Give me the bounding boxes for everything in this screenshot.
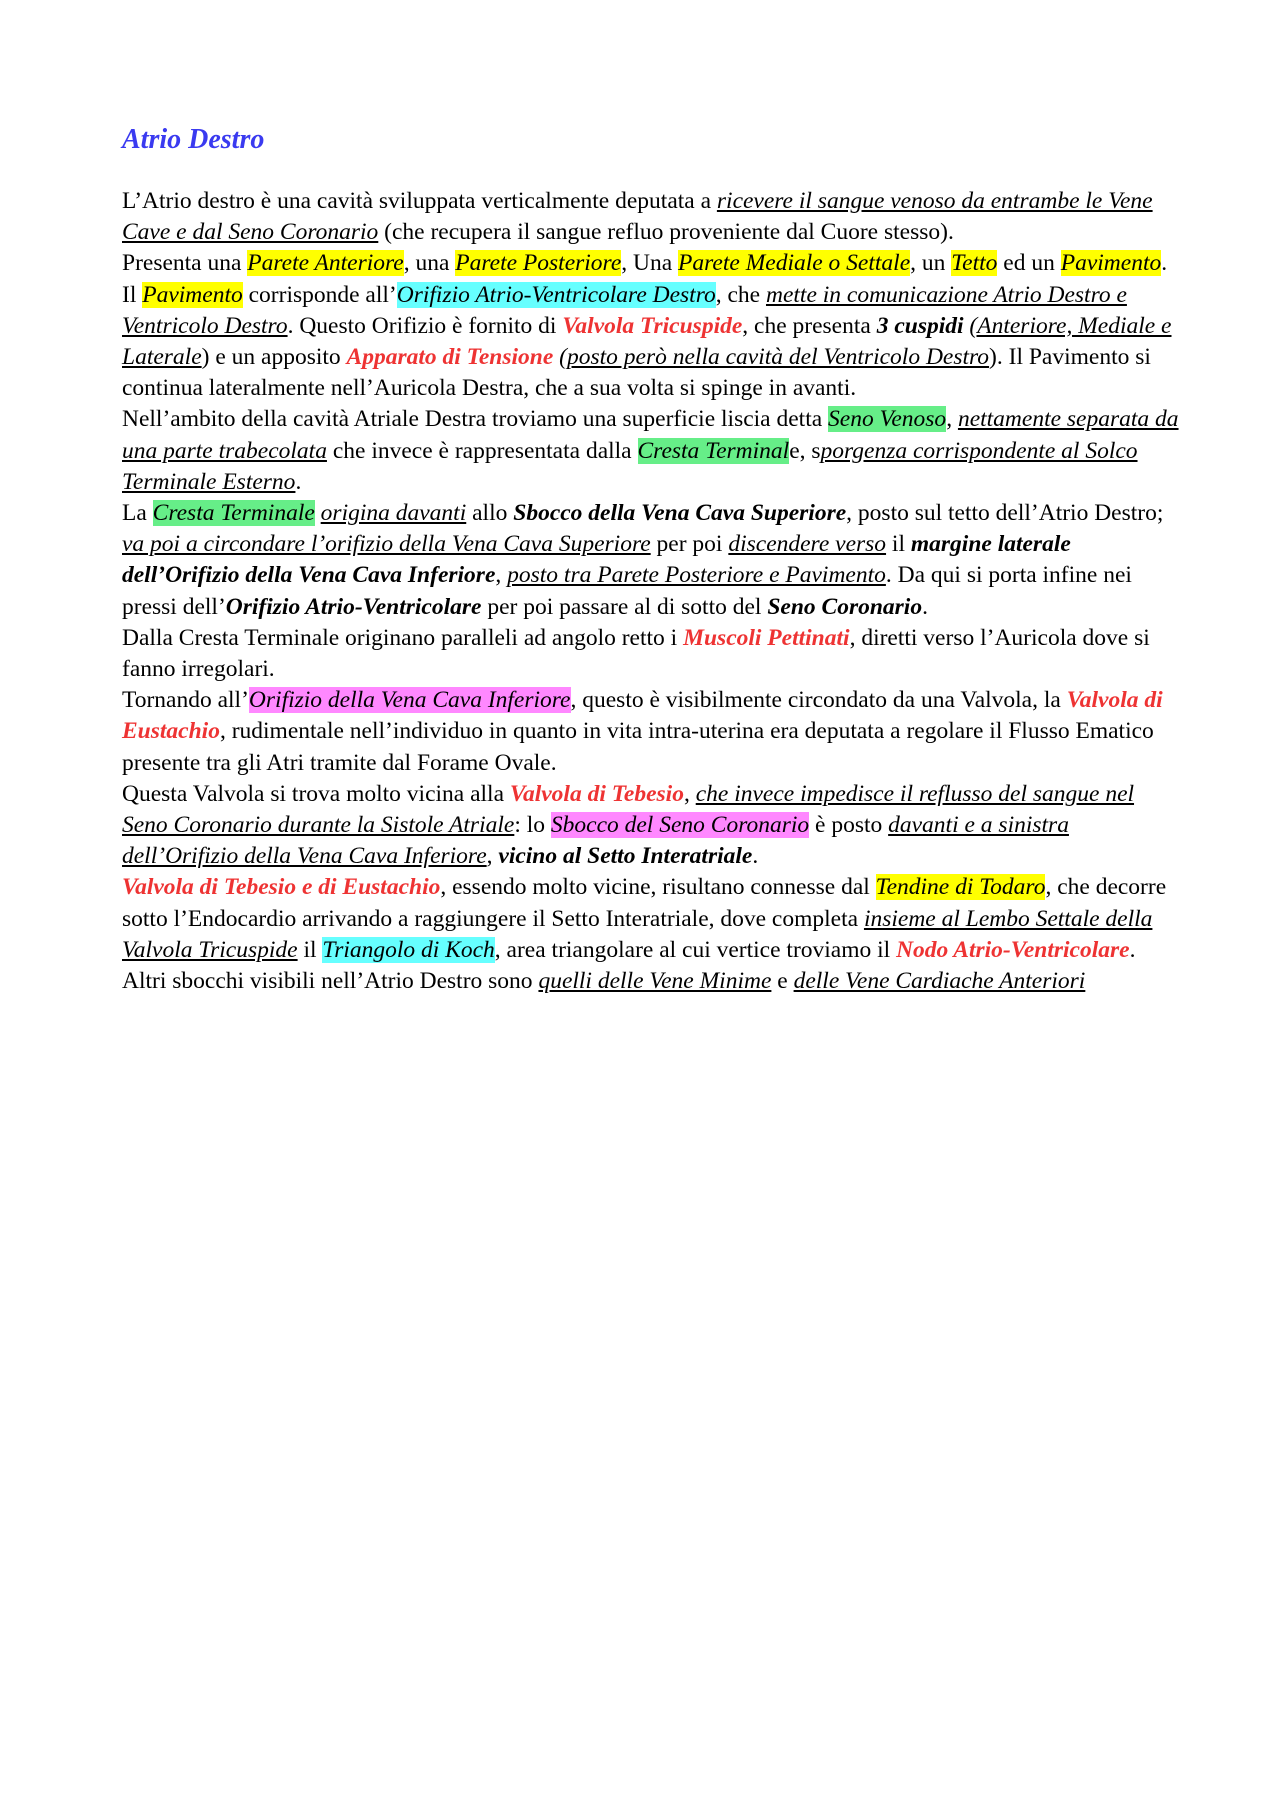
bold-term: vicino al Setto Interatriale [498, 843, 753, 870]
text-run: , che decorre sotto l’Endocardio arrivando a raggiungere il Setto Interatriale, dove completa [122, 874, 1167, 932]
text-run: . [295, 468, 302, 495]
highlighted-term: Parete Anteriore [247, 250, 404, 277]
text-run: , rudimentale nell’individuo in quanto in vita intra-uterina era deputata a regolare il Flusso Ematico presente tra gli Atri tramite dal Forame Ovale. [122, 718, 1154, 776]
paragraph [122, 966, 1182, 997]
highlighted-term: Sbocco del Seno Coronario [550, 812, 810, 839]
text-run: , [495, 562, 508, 589]
paragraph [122, 872, 1182, 966]
highlighted-term: Orifizio Atrio-Ventricolare Destro [396, 281, 716, 308]
key-term: Muscoli Pettinati [683, 624, 850, 651]
bold-term: Orifizio Atrio-Ventricolare [225, 593, 482, 620]
underlined-phrase: porgenza corrispondente al Solco Terminale Esterno [122, 437, 1138, 495]
bold-term: Sbocco della Vena Cava Superiore [513, 500, 847, 527]
text-run: , questo è visibilmente circondato da una Valvola, la [570, 687, 1067, 714]
key-term: Valvola di Eustachio [122, 687, 1163, 745]
document-body [122, 186, 1182, 997]
highlighted-term: Pavimento [1060, 250, 1162, 277]
highlighted-term: Parete Posteriore [455, 250, 622, 277]
text-run: , un [910, 250, 952, 277]
page-title: Atrio Destro [122, 124, 265, 155]
text-run: , [683, 780, 696, 807]
text-run: , posto sul tetto dell’Atrio Destro; [846, 500, 1164, 527]
key-term: Valvola Tricuspide [562, 312, 743, 339]
text-run: Presenta una [122, 250, 248, 277]
text-run: ) e un apposito [201, 344, 347, 371]
paragraph [122, 404, 1182, 498]
underlined-phrase: mette in comunicazione Atrio Destro e Ventricolo Destro [122, 281, 1127, 339]
underlined-phrase: (posto però nella cavità del Ventricolo Destro [559, 344, 990, 371]
text-run: , area triangolare al cui vertice troviamo il [494, 936, 897, 963]
paragraph [122, 623, 1182, 685]
text-run: per poi passare al di sotto del [481, 593, 768, 620]
text-run: il [886, 531, 911, 558]
text-run: (che recupera il sangue refluo proveniente dal Cuore stesso). [378, 219, 954, 246]
underlined-phrase: che invece impedisce il reflusso del sangue nel Seno Coronario durante la Sistole Atriale [122, 780, 1135, 839]
paragraph [122, 186, 1182, 248]
text-run: , [486, 843, 499, 870]
text-run: Altri sbocchi visibili nell’Atrio Destro sono [122, 968, 539, 995]
text-run: . Da qui si porta infine nei pressi dell’ [122, 562, 1132, 620]
text-run: , essendo molto vicine, risultano connesse dal [440, 874, 876, 901]
text-run: . [922, 593, 928, 620]
key-term: Nodo Atrio-Ventricolare [896, 936, 1130, 963]
text-run: corrisponde all’ [242, 281, 397, 308]
text-run: La [122, 500, 153, 527]
paragraph [122, 779, 1182, 873]
highlighted-term: Cresta Terminal [637, 437, 790, 464]
text-run: e [771, 968, 794, 995]
text-run: che invece è rappresentata dalla [326, 437, 638, 464]
underlined-phrase: va poi a circondare l’orifizio della Vena Cava Superiore [122, 531, 651, 558]
text-run: è posto [809, 812, 889, 839]
text-run: Questa Valvola si trova molto vicina alla [122, 780, 510, 807]
text-run: L’Atrio destro è una cavità sviluppata verticalmente deputata a [122, 188, 717, 214]
highlighted-term: Parete Mediale o Settale [678, 250, 911, 277]
text-run: , diretti verso l’Auricola dove si fanno irregolari. [122, 624, 1150, 683]
text-run: . [1161, 250, 1168, 277]
highlighted-term: Pavimento [142, 281, 243, 308]
text-run: . [1129, 936, 1136, 963]
highlighted-term: Tetto [951, 250, 998, 277]
text-run: ). Il Pavimento si continua lateralmente nell’Auricola Destra, che a sua volta si spinge in avanti. [122, 344, 1151, 402]
bold-term: 3 cuspidi [876, 312, 964, 339]
text-run: : lo [514, 812, 551, 839]
underlined-phrase: nettamente separata da una parte trabecolata [122, 406, 1179, 464]
key-term: Apparato di Tensione [346, 344, 554, 371]
underlined-phrase: delle Vene Cardiache Anteriori [793, 968, 1086, 995]
bold-term: margine laterale dell’Orifizio della Vena Cava Inferiore [122, 531, 1071, 589]
text-run: Dalla Cresta Terminale originano paralleli ad angolo retto i [122, 624, 684, 651]
underlined-phrase: posto tra Parete Posteriore e Pavimento [507, 562, 886, 589]
text-run: il [297, 936, 323, 963]
highlighted-term: Cresta Terminale [152, 500, 315, 527]
highlighted-term: Orifizio della Vena Cava Inferiore [248, 687, 571, 714]
text-run: , una [403, 250, 456, 277]
underlined-phrase: ricevere il sangue venoso da entrambe le Vene Cave e dal Seno Coronario [122, 188, 1153, 246]
text-run: , che [715, 281, 766, 308]
highlighted-term: Triangolo di Koch [322, 936, 495, 963]
bold-term: Seno Coronario [767, 593, 923, 620]
key-term: Valvola di Tebesio e di Eustachio [122, 874, 441, 901]
text-run: . [752, 843, 759, 870]
key-term: Valvola di Tebesio [509, 780, 684, 807]
underlined-phrase: origina davanti [320, 500, 467, 527]
highlighted-term: Tendine di Todaro [875, 874, 1046, 901]
text-run: ed un [997, 250, 1061, 277]
highlighted-term: Seno Venoso [828, 406, 947, 433]
paragraph [122, 685, 1182, 779]
text-run: , [946, 406, 958, 433]
text-run: Il [122, 281, 143, 308]
underlined-phrase: davanti e a sinistra dell’Orifizio della Vena Cava Inferiore [122, 812, 1069, 870]
text-run: Tornando all’ [122, 687, 249, 714]
paragraph [122, 248, 1182, 279]
text-run: e, s [789, 437, 821, 464]
text-run: Nell’ambito della cavità Atriale Destra troviamo una superficie liscia detta [122, 406, 829, 433]
text-run: , che presenta [742, 312, 877, 339]
underlined-phrase: discendere verso [728, 531, 887, 558]
text-run: , Una [621, 250, 679, 277]
text-run: . Questo Orifizio è fornito di [287, 312, 563, 339]
text-run: allo [466, 500, 514, 527]
underlined-phrase: insieme al Lembo Settale della Valvola Tricuspide [122, 905, 1153, 963]
paragraph [122, 280, 1182, 405]
underlined-phrase: (Anteriore, Mediale e Laterale [122, 312, 1172, 371]
underlined-phrase: quelli delle Vene Minime [538, 968, 772, 995]
paragraph [122, 498, 1182, 623]
text-run: per poi [650, 531, 729, 558]
